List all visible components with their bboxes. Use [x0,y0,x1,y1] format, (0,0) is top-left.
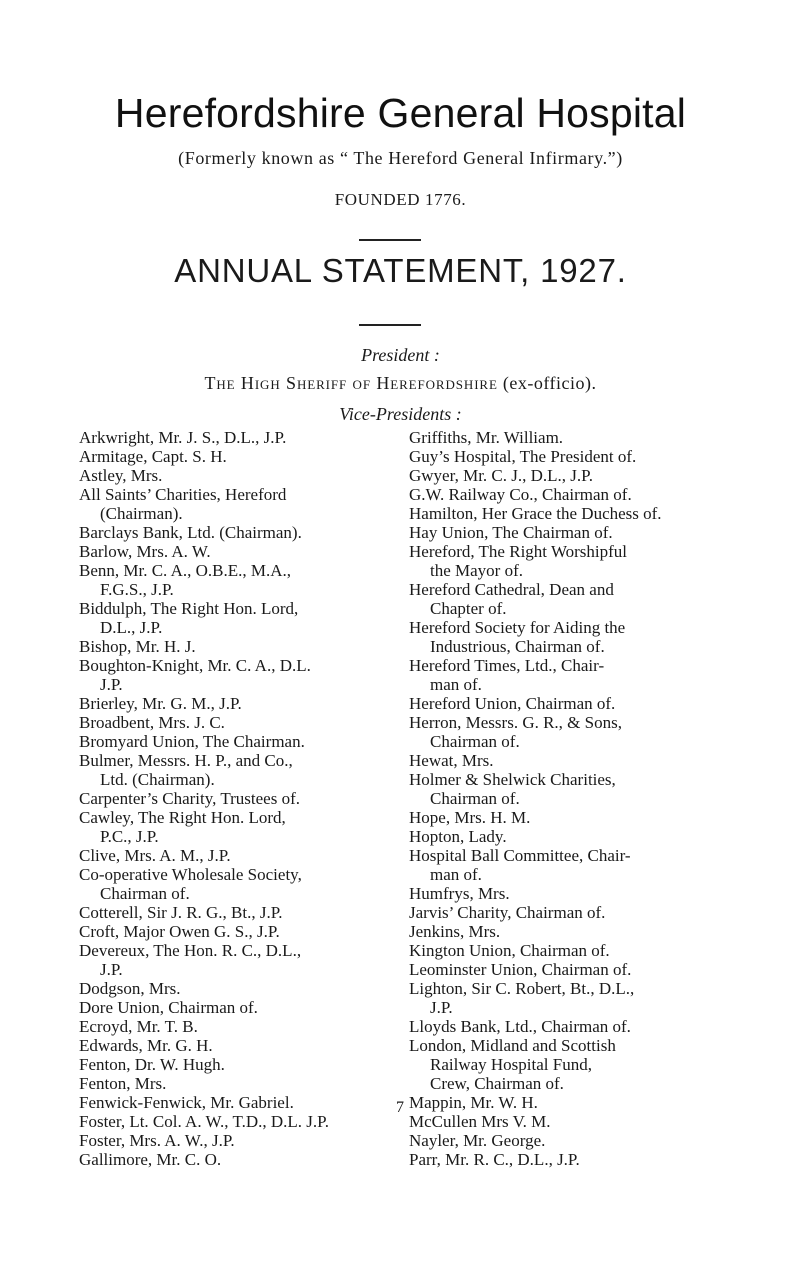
entry-text: Ecroyd, Mr. T. B. [79,1017,198,1036]
vice-president-entry [79,694,384,713]
entry-text: McCullen Mrs V. M. [409,1112,551,1131]
entry-text: London, Midland and Scottish [409,1036,616,1055]
page-number: 7 [396,1099,404,1116]
vice-president-entry [409,1112,779,1131]
vice-president-entry [79,1055,384,1074]
vice-president-entry [409,618,779,656]
entry-continuation: Crew, Chairman of. [430,1074,564,1093]
entry-text: Barlow, Mrs. A. W. [79,542,211,561]
vice-president-entry [409,694,779,713]
entry-text: Hereford Cathedral, Dean and [409,580,614,599]
vice-president-entry [79,751,384,789]
entry-text: Hospital Ball Committee, Chair- [409,846,631,865]
vice-president-entry [79,1093,384,1112]
vice-president-entry [79,846,384,865]
vice-president-entry [409,523,779,542]
vice-president-entry [409,884,779,903]
divider-top [359,239,421,241]
entry-continuation: Industrious, Chairman of. [430,637,605,656]
entry-continuation: Chairman of. [430,789,520,808]
entry-text: Benn, Mr. C. A., O.B.E., M.A., [79,561,292,580]
vice-president-entry [79,1112,384,1131]
vice-president-entry [409,846,779,884]
vice-president-entry [79,713,384,732]
vice-president-entry [79,941,384,979]
entry-text: Armitage, Capt. S. H. [79,447,227,466]
entry-text: Jenkins, Mrs. [409,922,501,941]
entry-text: Herron, Messrs. G. R., & Sons, [409,713,622,732]
vice-presidents-heading: Vice-Presidents : [339,404,462,424]
vice-president-entry [79,789,384,808]
vice-president-entry [409,1074,779,1093]
former-name-subtitle: (Formerly known as “ The Hereford General Infirmary.”) [178,148,623,168]
entry-text: Griffiths, Mr. William. [409,428,564,447]
entry-continuation: F.G.S., J.P. [100,580,174,599]
entry-text: All Saints’ Charities, Hereford [79,485,287,504]
vice-presidents-right-column [409,428,779,1169]
vice-president-entry [79,808,384,846]
entry-text: Edwards, Mr. G. H. [79,1036,213,1055]
vice-president-entry [409,903,779,922]
vice-president-entry [409,1131,779,1150]
entry-text: Cawley, The Right Hon. Lord, [79,808,286,827]
vice-president-entry [409,941,779,960]
entry-text: Astley, Mrs. [79,466,163,485]
entry-text: Hope, Mrs. H. M. [409,808,531,827]
entry-text: Fenton, Mrs. [79,1074,167,1093]
entry-text: Parr, Mr. R. C., D.L., J.P. [409,1150,580,1169]
entry-text: Hereford Society for Aiding the [409,618,626,637]
entry-text: Cotterell, Sir J. R. G., Bt., J.P. [79,903,283,922]
entry-text: Hereford Union, Chairman of. [409,694,616,713]
entry-text: Foster, Mrs. A. W., J.P. [79,1131,235,1150]
vice-president-entry [409,504,779,523]
entry-text: Humfrys, Mrs. [409,884,510,903]
entry-continuation: the Mayor of. [430,561,524,580]
entry-text: Hereford Times, Ltd., Chair- [409,656,605,675]
entry-text: Gwyer, Mr. C. J., D.L., J.P. [409,466,593,485]
entry-continuation: Chairman of. [430,732,520,751]
entry-text: Barclays Bank, Ltd. (Chairman). [79,523,302,542]
entry-text: Bishop, Mr. H. J. [79,637,196,656]
vice-president-entry [409,542,779,580]
divider-bottom [359,324,421,326]
president-heading: President : [361,345,440,365]
vice-president-entry [409,770,779,808]
vice-president-entry [79,485,384,523]
vice-president-entry [409,466,779,485]
vice-president-entry [79,1017,384,1036]
vice-president-entry [79,903,384,922]
vice-president-entry [79,542,384,561]
entry-continuation: J.P. [100,675,123,694]
entry-text: Boughton-Knight, Mr. C. A., D.L. [79,656,311,675]
vice-president-entry [79,523,384,542]
entry-text: Broadbent, Mrs. J. C. [79,713,225,732]
entry-text: Hopton, Lady. [409,827,507,846]
vice-president-entry [409,960,779,979]
entry-text: Foster, Lt. Col. A. W., T.D., D.L. J.P. [79,1112,329,1131]
entry-text: Bulmer, Messrs. H. P., and Co., [79,751,293,770]
entry-text: Co-operative Wholesale Society, [79,865,302,884]
vice-president-entry [79,428,384,447]
vice-president-entry [409,1017,779,1036]
entry-text: Carpenter’s Charity, Trustees of. [79,789,300,808]
entry-continuation: J.P. [430,998,453,1017]
vice-president-entry [79,447,384,466]
entry-text: Guy’s Hospital, The President of. [409,447,637,466]
entry-continuation: man of. [430,865,482,884]
entry-text: Devereux, The Hon. R. C., D.L., [79,941,302,960]
entry-text: Clive, Mrs. A. M., J.P. [79,846,231,865]
entry-continuation: Ltd. (Chairman). [100,770,215,789]
vice-president-entry [79,979,384,998]
entry-text: Dodgson, Mrs. [79,979,181,998]
entry-continuation: D.L., J.P. [100,618,163,637]
vice-president-entry [409,922,779,941]
vice-president-entry [79,1036,384,1055]
vice-president-entry [409,808,779,827]
entry-text: Holmer & Shelwick Charities, [409,770,616,789]
vice-president-entry [79,865,384,903]
entry-text: Jarvis’ Charity, Chairman of. [409,903,606,922]
entry-text: Hereford, The Right Worshipful [409,542,628,561]
vice-president-entry [409,485,779,504]
entry-text: Nayler, Mr. George. [409,1131,546,1150]
vice-president-entry [409,751,779,770]
vice-president-entry [79,1131,384,1150]
entry-text: Lloyds Bank, Ltd., Chairman of. [409,1017,631,1036]
entry-continuation: P.C., J.P. [100,827,159,846]
entry-text: Leominster Union, Chairman of. [409,960,632,979]
vice-president-entry [79,561,384,599]
vice-president-entry [79,466,384,485]
entry-text: Hamilton, Her Grace the Duchess of. [409,504,662,523]
entry-continuation: Chairman of. [100,884,190,903]
entry-text: Bromyard Union, The Chairman. [79,732,305,751]
vice-president-entry [409,656,779,694]
entry-text: Lighton, Sir C. Robert, Bt., D.L., [409,979,635,998]
vice-president-entry [79,599,384,637]
entry-text: Gallimore, Mr. C. O. [79,1150,222,1169]
vice-president-entry [79,998,384,1017]
hospital-title: Herefordshire General Hospital [114,90,687,136]
entry-continuation: man of. [430,675,482,694]
vice-president-entry [79,922,384,941]
entry-text: Biddulph, The Right Hon. Lord, [79,599,299,618]
entry-text: Arkwright, Mr. J. S., D.L., J.P. [79,428,287,447]
entry-text: Hewat, Mrs. [409,751,494,770]
vice-presidents-left-column [79,428,384,1169]
vice-president-entry [409,1093,779,1112]
entry-text: Fenton, Dr. W. Hugh. [79,1055,225,1074]
vice-president-entry [409,428,779,447]
annual-statement-heading: ANNUAL STATEMENT, 1927. [174,252,627,289]
vice-president-entry [409,580,779,618]
vice-president-entry [79,656,384,694]
entry-continuation: Chapter of. [430,599,507,618]
entry-text: Mappin, Mr. W. H. [409,1093,538,1112]
vice-president-entry [409,1036,779,1074]
entry-text: G.W. Railway Co., Chairman of. [409,485,632,504]
vice-president-entry [409,447,779,466]
founded-line: FOUNDED 1776. [334,190,467,209]
vice-president-entry [79,732,384,751]
vice-president-entry [409,827,779,846]
president-name: The High Sheriff of Herefordshire [204,373,498,393]
vice-president-entry [409,1150,779,1169]
entry-text: Dore Union, Chairman of. [79,998,258,1017]
entry-continuation: J.P. [100,960,123,979]
entry-text: Brierley, Mr. G. M., J.P. [79,694,242,713]
entry-continuation: Railway Hospital Fund, [430,1055,592,1074]
entry-text: Fenwick-Fenwick, Mr. Gabriel. [79,1093,294,1112]
entry-text: Croft, Major Owen G. S., J.P. [79,922,280,941]
entry-text: Hay Union, The Chairman of. [409,523,613,542]
vice-president-entry [409,713,779,751]
vice-president-entry [79,1074,384,1093]
vice-president-entry [79,637,384,656]
vice-president-entry [79,1150,384,1169]
president-line [0,373,801,394]
vice-president-entry [409,979,779,1017]
president-suffix: (ex-officio). [497,373,597,393]
entry-text: Kington Union, Chairman of. [409,941,610,960]
entry-continuation: (Chairman). [100,504,183,523]
